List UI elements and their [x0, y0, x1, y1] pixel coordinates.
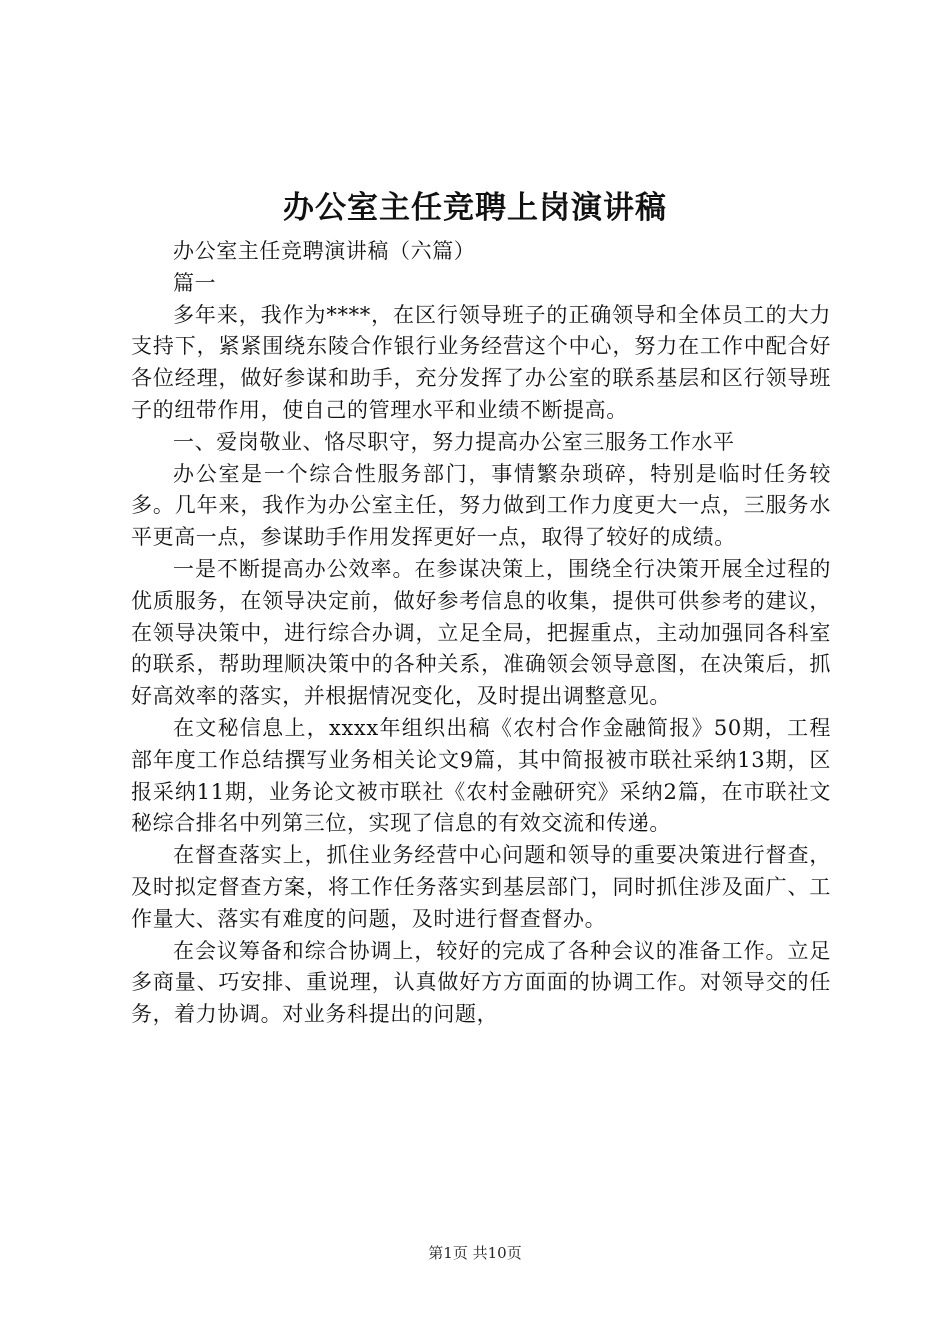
paragraph: 在督查落实上，抓住业务经营中心问题和领导的重要决策进行督查，及时拟定督查方案，将工作任务落实到基层部门，同时抓住涉及面广、工作量大、落实有难度的问题，及时进行督查督办。: [131, 843, 831, 931]
page-footer: 第1页 共10页: [428, 1244, 522, 1262]
paragraph-section-label: 篇一: [173, 270, 217, 295]
page-title: 办公室主任竞聘上岗演讲稿: [283, 190, 667, 226]
paragraph-heading: 一、爱岗敬业、恪尽职守，努力提高办公室三服务工作水平: [173, 429, 735, 454]
paragraph: 一是不断提高办公效率。在参谋决策上，围绕全行决策开展全过程的优质服务，在领导决定前，做好参考信息的收集，提供可供参考的建议，在领导决策中，进行综合办调，立足全局，把握重点，主动加强同各科室的联系，帮助理顺决策中的各种关系，准确领会领导意图，在决策后，抓好高效率的落实，并根据情况变化，及时提出调整意见。: [131, 556, 831, 709]
document-body: [131, 236, 831, 1031]
paragraph: 在文秘信息上，xxxx年组织出稿《农村合作金融简报》50期，工程部年度工作总结撰写业务相关论文9篇，其中简报被市联社采纳13期，区报采纳11期，业务论文被市联社《农村金融研究》采纳2篇，在市联社文秘综合排名中列第三位，实现了信息的有效交流和传递。: [131, 715, 831, 836]
paragraph: 在会议筹备和综合协调上，较好的完成了各种会议的准备工作。立足多商量、巧安排、重说理，认真做好方方面面的协调工作。对领导交的任务，着力协调。对业务科提出的问题，: [131, 938, 831, 1027]
paragraph: 多年来，我作为****，在区行领导班子的正确领导和全体员工的大力支持下，紧紧围绕东陵合作银行业务经营这个中心，努力在工作中配合好各位经理，做好参谋和助手，充分发挥了办公室的联系基层和区行领导班子的纽带作用，使自己的管理水平和业绩不断提高。: [131, 302, 831, 422]
paragraph-subtitle: 办公室主任竞聘演讲稿（六篇）: [173, 239, 476, 263]
paragraph: 办公室是一个综合性服务部门，事情繁杂琐碎，特别是临时任务较多。几年来，我作为办公室主任，努力做到工作力度更大一点，三服务水平更高一点，参谋助手作用发挥更好一点，取得了较好的成绩。: [131, 461, 831, 550]
